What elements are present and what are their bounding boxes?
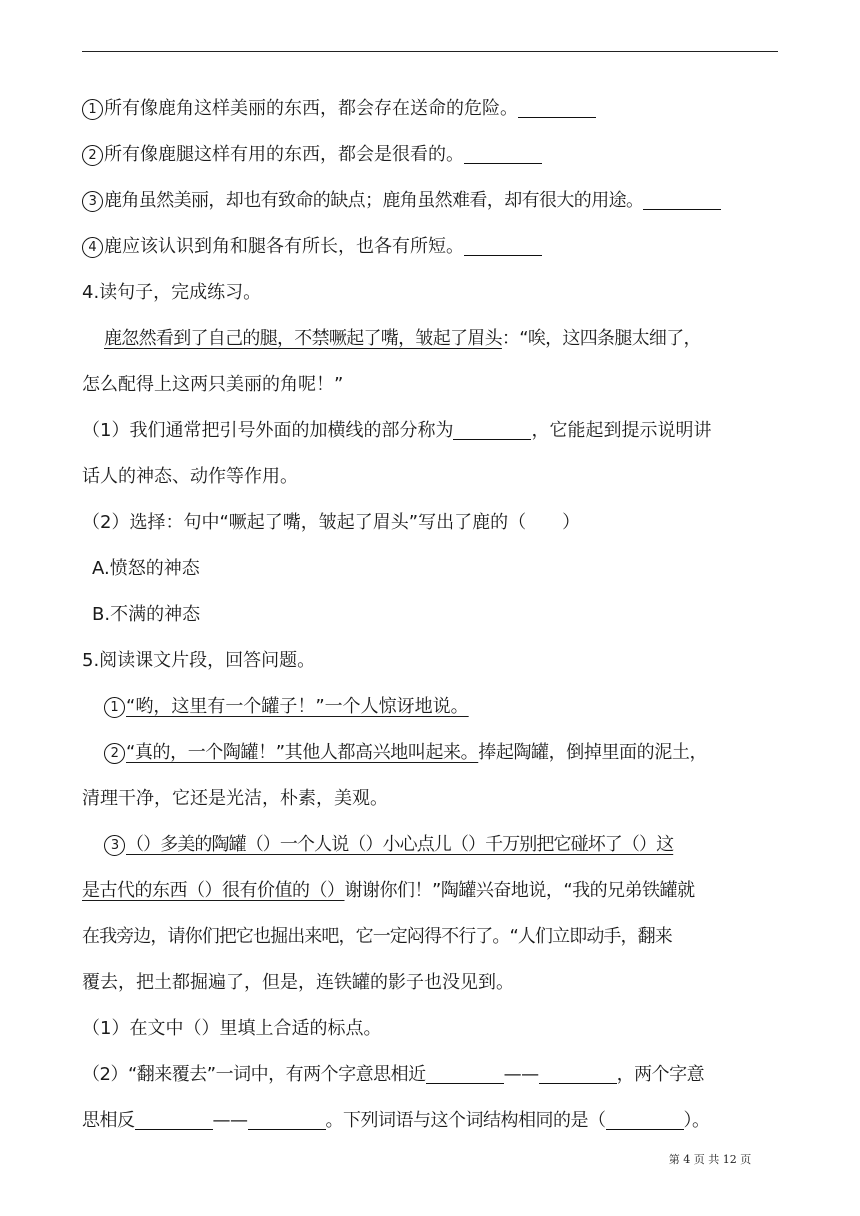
q4-sentence-line2: 怎么配得上这两只美丽的角呢！” bbox=[82, 374, 344, 395]
q5-p1-underlined: “哟，这里有一个罐子！”一个人惊讶地说。 bbox=[126, 696, 469, 717]
q3-item-text: 鹿角虽然美丽，却也有致命的缺点；鹿角虽然难看，却有很大的用途。 bbox=[104, 190, 644, 211]
header-rule bbox=[82, 51, 778, 52]
q4-sub1-line1 bbox=[82, 408, 778, 454]
q5-paragraph-3-line3: 在我旁边，请你们把它也掘出来吧，它一定闷得不行了。“人们立即动手，翻来 bbox=[82, 926, 672, 947]
q4-title: 4.读句子，完成练习。 bbox=[82, 282, 262, 303]
circled-number: 2 bbox=[82, 145, 103, 166]
q5-paragraph-2-line2: 清理干净，它还是光洁，朴素，美观。 bbox=[82, 788, 388, 809]
circled-number: 1 bbox=[82, 99, 103, 120]
q3-item-text: 所有像鹿腿这样有用的东西，都会是很看的。 bbox=[104, 144, 464, 165]
circled-number: 2 bbox=[104, 743, 125, 764]
q4-sub1-text-a: （1）我们通常把引号外面的加横线的部分称为 bbox=[82, 420, 454, 441]
q4-sub1-line2: 话人的神态、动作等作用。 bbox=[82, 466, 298, 487]
answer-blank bbox=[518, 99, 596, 118]
q5-p3-underlined-1: （）多美的陶罐（）一个人说（）小心点儿（）千万别把它碰坏了（）这 bbox=[126, 834, 674, 855]
q3-item-text: 鹿应该认识到角和腿各有所长，也各有所短。 bbox=[104, 236, 464, 257]
q4-sentence-rest: ：“唉，这四条腿太细了， bbox=[501, 328, 701, 349]
answer-blank bbox=[426, 1065, 504, 1084]
answer-blank bbox=[464, 237, 542, 256]
page-footer bbox=[0, 1151, 860, 1167]
q4-underlined-phrase: 鹿忽然看到了自己的腿，不禁噘起了嘴，皱起了眉头 bbox=[104, 328, 502, 349]
q5-paragraph-2-line1 bbox=[82, 730, 778, 776]
q5-sub2-line1 bbox=[82, 1052, 778, 1098]
q5-sub2-line2 bbox=[82, 1098, 778, 1144]
q5-sub2-text-b: ，两个字意 bbox=[616, 1064, 705, 1085]
q5-sub2-line2-text-b: 。下列词语与这个词结构相同的是（ bbox=[325, 1110, 606, 1131]
q5-sub2-text-a: （2）“翻来覆去”一词中，有两个字意思相近 bbox=[82, 1064, 426, 1085]
answer-blank bbox=[606, 1111, 684, 1130]
circled-number: 3 bbox=[104, 835, 125, 856]
dash: —— bbox=[503, 1064, 539, 1085]
answer-blank bbox=[135, 1111, 213, 1130]
answer-blank bbox=[248, 1111, 326, 1130]
q5-p2-rest: 捧起陶罐，倒掉里面的泥土， bbox=[478, 742, 708, 763]
q5-paragraph-3-line2 bbox=[82, 868, 778, 914]
q5-p3-underlined-2: 是古代的东西（）很有价值的（） bbox=[82, 880, 345, 901]
q4-option-b: B.不满的神态 bbox=[92, 604, 201, 625]
q5-p2-underlined: “真的，一个陶罐！”其他人都高兴地叫起来。 bbox=[126, 742, 479, 763]
circled-number: 3 bbox=[82, 191, 103, 212]
q5-title: 5.阅读课文片段，回答问题。 bbox=[82, 650, 316, 671]
answer-blank bbox=[643, 191, 721, 210]
q5-paragraph-3-line4: 覆去，把土都掘遍了，但是，连铁罐的影子也没见到。 bbox=[82, 972, 514, 993]
circled-number: 4 bbox=[82, 237, 103, 258]
page-content bbox=[82, 86, 778, 1144]
q5-sub1: （1）在文中（）里填上合适的标点。 bbox=[82, 1018, 382, 1039]
q4-option-a: A.愤怒的神态 bbox=[92, 558, 200, 579]
q5-sub2-line2-text-c: ）。 bbox=[683, 1110, 710, 1131]
circled-number: 1 bbox=[104, 697, 125, 718]
q3-item-4 bbox=[82, 224, 778, 270]
q4-sub2: （2）选择：句中“噘起了嘴，皱起了眉头”写出了鹿的（ ） bbox=[82, 512, 581, 533]
q5-sub2-line2-text-a: 思相反 bbox=[82, 1110, 135, 1131]
q5-paragraph-3-line1 bbox=[82, 822, 778, 868]
answer-blank bbox=[539, 1065, 617, 1084]
q4-sentence-line1 bbox=[82, 316, 778, 362]
answer-blank bbox=[464, 145, 542, 164]
page-number: 第 4 页 共 12 页 bbox=[668, 1153, 752, 1166]
answer-blank bbox=[453, 421, 531, 440]
q3-item-1 bbox=[82, 86, 778, 132]
q3-item-3 bbox=[82, 178, 778, 224]
q3-item-2 bbox=[82, 132, 778, 178]
q4-sub1-text-b: ，它能起到提示说明讲 bbox=[531, 420, 712, 441]
q3-item-text: 所有像鹿角这样美丽的东西，都会存在送命的危险。 bbox=[104, 98, 518, 119]
dash: —— bbox=[212, 1110, 248, 1131]
q5-paragraph-1 bbox=[82, 684, 778, 730]
q5-p3-rest: 谢谢你们！”陶罐兴奋地说，“我的兄弟铁罐就 bbox=[344, 880, 695, 901]
